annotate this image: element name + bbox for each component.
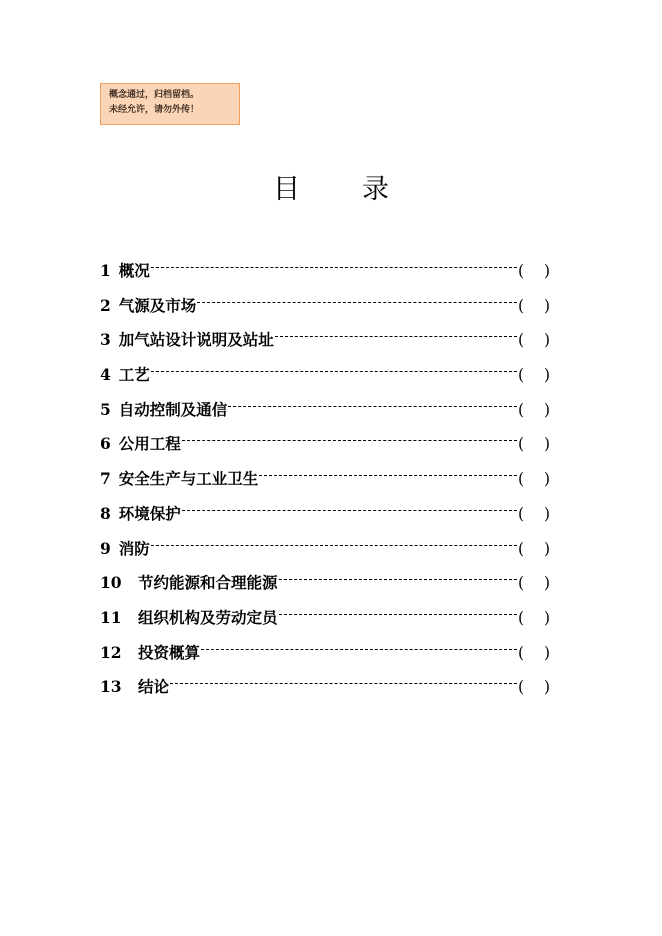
- toc-item-number: 6: [100, 434, 111, 454]
- toc-item-label: 组织机构及劳动定员: [138, 607, 278, 627]
- toc-leader: [279, 605, 517, 625]
- confidentiality-stamp: [100, 83, 240, 125]
- toc-item[interactable]: [100, 291, 550, 326]
- toc-page-placeholder: ( ): [518, 400, 550, 419]
- toc-item[interactable]: [100, 499, 550, 534]
- toc-page-placeholder: ( ): [518, 331, 550, 350]
- toc-item-label: 概况: [118, 261, 150, 280]
- toc-item[interactable]: [100, 464, 550, 499]
- toc-item-number: 11: [100, 607, 122, 627]
- toc-leader: [151, 536, 517, 556]
- title-char-2: 录: [362, 174, 389, 205]
- toc-item-number: 9: [100, 538, 111, 558]
- toc-leader: [182, 501, 517, 521]
- toc-item[interactable]: [100, 638, 550, 673]
- toc-item-label: 加气站设计说明及站址: [118, 330, 274, 350]
- toc-page-placeholder: ( ): [518, 574, 550, 593]
- toc-item-label: 工艺: [118, 365, 150, 385]
- toc-item[interactable]: [100, 360, 550, 395]
- toc-leader: [201, 640, 517, 660]
- page-title: [0, 170, 662, 210]
- toc-page-placeholder: ( ): [518, 262, 550, 280]
- title-char-1: 目: [273, 174, 300, 205]
- toc-page-placeholder: ( ): [518, 296, 550, 315]
- toc-item-label: 消防: [118, 538, 150, 558]
- toc-item-number: 12: [100, 642, 122, 662]
- toc-page-placeholder: ( ): [518, 539, 550, 558]
- toc-item-label: 公用工程: [118, 434, 181, 454]
- toc-item-label: 结论: [138, 677, 170, 697]
- toc-item[interactable]: [100, 429, 550, 464]
- toc-item-label: 节约能源和合理能源: [138, 573, 278, 593]
- toc-page-placeholder: ( ): [518, 366, 550, 385]
- toc-leader: [259, 466, 517, 486]
- table-of-contents: [100, 256, 550, 707]
- stamp-line-1: 概念通过，归档留档。: [109, 90, 200, 100]
- toc-leader: [279, 570, 517, 590]
- toc-item-number: 4: [100, 365, 111, 385]
- toc-leader: [228, 397, 517, 417]
- toc-item[interactable]: [100, 395, 550, 430]
- toc-item-number: 3: [100, 330, 111, 350]
- toc-item[interactable]: [100, 603, 550, 638]
- toc-item-number: 1: [100, 261, 111, 280]
- toc-page-placeholder: ( ): [518, 678, 550, 697]
- stamp-line-2: 未经允许，请勿外传！: [109, 105, 200, 115]
- toc-item-label: 投资概算: [138, 642, 201, 662]
- toc-page-placeholder: ( ): [518, 504, 550, 523]
- toc-item-number: 13: [100, 677, 122, 697]
- toc-page-placeholder: ( ): [518, 435, 550, 454]
- toc-item-number: 10: [100, 573, 122, 593]
- toc-leader: [170, 674, 517, 694]
- toc-page-placeholder: ( ): [518, 470, 550, 489]
- toc-leader: [151, 362, 517, 382]
- toc-item[interactable]: [100, 672, 550, 707]
- toc-item[interactable]: [100, 325, 550, 360]
- toc-item[interactable]: [100, 568, 550, 603]
- toc-leader: [151, 258, 517, 278]
- toc-item-label: 自动控制及通信: [118, 399, 228, 419]
- toc-item-label: 气源及市场: [118, 295, 197, 315]
- toc-leader: [197, 293, 517, 313]
- toc-page-placeholder: ( ): [518, 643, 550, 662]
- toc-page-placeholder: ( ): [518, 608, 550, 627]
- toc-item-number: 5: [100, 399, 111, 419]
- toc-item[interactable]: [100, 256, 550, 291]
- toc-item-label: 安全生产与工业卫生: [118, 469, 259, 489]
- toc-item-number: 2: [100, 295, 111, 315]
- toc-item-number: 7: [100, 469, 111, 489]
- toc-item-number: 8: [100, 503, 111, 523]
- toc-leader: [275, 327, 517, 347]
- toc-item-label: 环境保护: [118, 503, 181, 523]
- toc-item[interactable]: [100, 534, 550, 569]
- toc-leader: [182, 431, 517, 451]
